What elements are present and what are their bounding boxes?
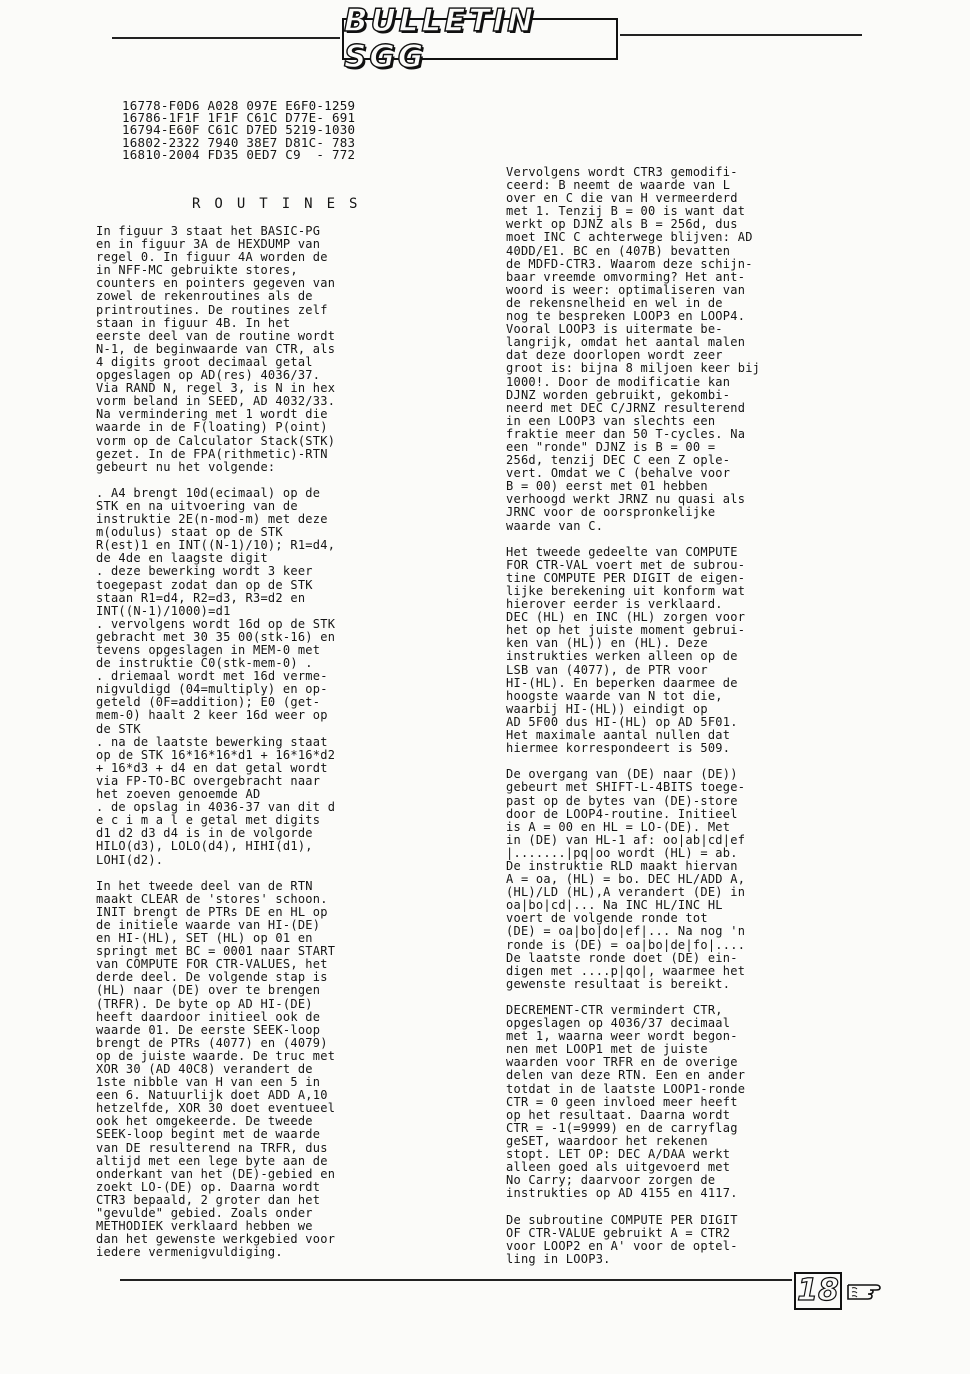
text-line: staan R1=d4, R2=d3, R3=d2 en [96, 590, 306, 605]
text-line: eerste deel van de routine wordt [96, 328, 336, 343]
text-line: en in figuur 3A de HEXDUMP van [96, 237, 321, 252]
text-line: Het maximale aantal nullen dat [506, 728, 731, 743]
text-line: De overgang van (DE) naar (DE)) [506, 767, 738, 782]
text-line: door de LOOP4-routine. Initieel [506, 806, 738, 821]
text-line [96, 474, 335, 487]
text-line: |.......|pq|oo wordt (HL) = ab. [506, 845, 738, 860]
text-line: past op de bytes van (DE)-store [506, 793, 738, 808]
hex-dump-row: 16810-2004 FD35 0ED7 C9 - 772 [122, 146, 356, 162]
text-line: brengt de PTRs (4077) en (4079) [96, 1035, 328, 1050]
text-line: N-1, de beginwaarde van CTR, als [96, 341, 336, 356]
text-line: instruktie 2E(n-mod-m) met deze [96, 512, 328, 527]
text-line: en HI-(HL), SET (HL) op 01 en [96, 931, 313, 946]
text-line: dat deze doorlopen wordt zeer [506, 348, 723, 363]
text-line: . driemaal wordt met 16d verme- [96, 669, 328, 684]
text-line: werkt op DJNZ als B = 256d, dus [506, 217, 738, 232]
text-line: gebeurt nu het volgende: [96, 459, 276, 474]
text-line: de 4de en laagste digit [96, 551, 268, 566]
text-line: staan in figuur 4B. In het [96, 315, 291, 330]
text-line: waarde 01. De eerste SEEK-loop [96, 1022, 321, 1037]
text-line: gewenste resultaat is bereikt. [506, 976, 731, 991]
text-line: nog te bespreken LOOP3 en LOOP4. [506, 309, 746, 324]
text-line: De subroutine COMPUTE PER DIGIT [506, 1212, 738, 1227]
text-line: AD 5F00 dus HI-(HL) op AD 5F01. [506, 714, 738, 729]
text-line: alleen goed als uitgevoerd met [506, 1160, 731, 1175]
text-line: van COMPUTE FOR CTR-VALUES, het [96, 957, 328, 972]
text-line: opgeslagen op 4036/37 decimaal [506, 1016, 731, 1031]
text-line: DECREMENT-CTR vermindert CTR, [506, 1003, 723, 1017]
text-line: 1ste nibble van H van een 5 in [96, 1075, 321, 1090]
text-line: lijke berekening uit konform wat [506, 584, 746, 598]
text-line: het zoeven genoemde AD [96, 787, 261, 802]
text-line: hoogste waarde van N tot die, [506, 688, 723, 703]
text-line: No Carry; daarvoor zorgen de [506, 1173, 716, 1188]
text-line: CTR = 0 geen invloed meer heeft [506, 1094, 738, 1109]
text-line: met 1. Tenzij B = 00 is want dat [506, 204, 746, 219]
text-line: stopt. LET OP: DEC A/DAA werkt [506, 1147, 731, 1162]
text-line [506, 533, 760, 546]
text-line: (HL)/LD (HL),A verandert (DE) in [506, 885, 746, 900]
text-line: printroutines. De routines zelf [96, 302, 328, 317]
text-line: geteld (0F=addition); E0 (get- [96, 695, 321, 710]
text-line: Vervolgens wordt CTR3 gemodifi- [506, 165, 738, 179]
text-line: De instruktie RLD maakt hiervan [506, 858, 738, 873]
text-line: dan het gewenste werkgebied voor [96, 1232, 336, 1247]
text-line: oa|bo|cd|... Na INC HL/INC HL [506, 898, 723, 913]
text-line: . deze bewerking wordt 3 keer [96, 564, 313, 579]
text-line: waarde van C. [506, 518, 604, 533]
hex-dump-row: 16778-F0D6 A028 097E E6F0-1259 [122, 98, 356, 113]
text-line: JRNC voor de oorspronkelijke [506, 505, 716, 520]
text-line: mem-0) haalt 2 keer 16d weer op [96, 708, 328, 723]
text-line: OF CTR-VALUE gebruikt A = CTR2 [506, 1225, 731, 1240]
text-line: onderkant van het (DE)-gebied en [96, 1166, 336, 1181]
text-line: LOHI(d2). [96, 852, 164, 867]
text-line: (HL) naar (DE) over te brengen [96, 983, 321, 998]
bulletin-title: BULLETIN SGG [342, 18, 618, 60]
text-line: totdat in de laatste LOOP1-ronde [506, 1081, 746, 1096]
text-line: LSB van (4077), de PTR voor [506, 662, 708, 677]
text-line: waarde in de F(loating) P(oint) [96, 420, 328, 435]
text-line: hierover eerder is verklaard. [506, 597, 723, 612]
hex-dump-row: 16794-E60F C61C D7ED 5219-1030 [122, 122, 356, 138]
text-line: vert. Omdat we C (behalve voor [506, 466, 731, 481]
text-line: HILO(d3), LOLO(d4), HIHI(d1), [96, 839, 313, 854]
text-line: regel 0. In figuur 4A worden de [96, 250, 328, 265]
text-line: ken van (HL)) en (HL). Deze [506, 636, 708, 651]
routines-heading: ROUTINES [192, 196, 372, 212]
text-line: . A4 brengt 10d(ecimaal) op de [96, 485, 321, 500]
text-line: 1000!. Door de modificatie kan [506, 374, 731, 389]
text-line: de initiele waarde van HI-(DE) [96, 917, 321, 932]
text-line: neerd met DEC C/JRNZ resulterend [506, 400, 746, 415]
text-line: De laatste ronde doet (DE) ein- [506, 950, 738, 965]
header-rule-right [620, 34, 862, 36]
text-line: de STK [96, 721, 141, 736]
text-line: baar vreemde omvorming? Het ant- [506, 269, 746, 284]
header-rule-left [112, 37, 340, 39]
text-line: in NFF-MC gebruikte stores, [96, 263, 298, 278]
text-line: ling in LOOP3. [506, 1251, 611, 1266]
text-line: 4 digits groot decimaal getal [96, 354, 313, 369]
text-line: groot is: bijna 8 miljoen keer bij [506, 361, 761, 376]
text-line: het op het juiste moment gebrui- [506, 623, 746, 638]
text-line: d1 d2 d3 d4 is in de volgorde [96, 826, 313, 841]
text-line: ceerd: B neemt de waarde van L [506, 178, 731, 193]
text-line: geSET, waardoor het rekenen [506, 1133, 708, 1148]
text-line: via FP-TO-BC overgebracht naar [96, 773, 321, 788]
text-line: DEC (HL) en INC (HL) zorgen voor [506, 610, 746, 625]
text-line: (DE) = oa|bo|do|ef|... Na nog 'n [506, 924, 746, 939]
text-line: gebeurt met SHIFT-L-4BITS toege- [506, 780, 746, 795]
text-line: waarbij HI-(HL)) eindigt op [506, 701, 708, 716]
text-line: vorm op de Calculator Stack(STK) [96, 433, 336, 448]
text-line: CTR3 bepaald, 2 groter dan het [96, 1192, 321, 1207]
text-line: hetzelfde, XOR 30 doet eventueel [96, 1101, 336, 1116]
text-line: de MDFD-CTR3. Waarom deze schijn- [506, 256, 753, 271]
text-line: FOR CTR-VAL voert met de subrou- [506, 557, 746, 572]
text-line: m(odulus) staat op de STK [96, 525, 283, 540]
text-line: "gevulde" gebied. Zoals onder [96, 1206, 313, 1221]
text-line: In het tweede deel van de RTN [96, 878, 313, 893]
text-line: XOR 30 (AD 40C8) verandert de [96, 1062, 313, 1076]
text-line: een "ronde" DJNZ is B = 00 = [506, 439, 716, 454]
text-line: altijd met een lege byte aan de [96, 1153, 328, 1168]
right-column-text [506, 166, 760, 1266]
text-line: op de juiste waarde. De truc met [96, 1048, 336, 1063]
text-line: heeft daardoor initieel ook de [96, 1009, 321, 1024]
text-line: derde deel. De volgende stap is [96, 970, 328, 985]
left-column-text [96, 225, 335, 1259]
text-line: . vervolgens wordt 16d op de STK [96, 616, 336, 631]
text-line: instrukties werken alleen op de [506, 649, 738, 664]
text-line: langrijk, omdat het aantal malen [506, 335, 746, 350]
text-line: Na vermindering met 1 wordt die [96, 407, 328, 422]
text-line: fraktie meer dan 50 T-cycles. Na [506, 426, 746, 441]
text-line: 40DD/E1. BC en (407B) bevatten [506, 243, 731, 258]
text-line: hiermee korrespondeert is 509. [506, 741, 731, 756]
text-line: in een LOOP3 van slechts een [506, 413, 716, 428]
text-line: nigvuldigd (04=multiply) en op- [96, 682, 328, 697]
text-line: woord is weer: optimaliseren van [506, 282, 746, 297]
text-line: voor LOOP2 en A' voor de optel- [506, 1238, 738, 1253]
text-line: voert de volgende ronde tot [506, 911, 708, 926]
text-line: SEEK-loop begint met de waarde [96, 1127, 321, 1142]
text-line: tine COMPUTE PER DIGIT de eigen- [506, 570, 746, 585]
text-line: vorm beland in SEED, AD 4032/33. [96, 394, 336, 409]
text-line: e c i m a l e getal met digits [96, 813, 321, 828]
text-line: een 6. Natuurlijk doet ADD A,10 [96, 1088, 328, 1103]
text-line [506, 1200, 760, 1213]
text-line: gezet. In de FPA(rithmetic)-RTN [96, 446, 328, 461]
text-line: INT((N-1)/1000)=d1 [96, 603, 231, 618]
text-line: verhoogd werkt JRNZ nu quasi als [506, 492, 746, 507]
text-line: in (DE) van HL-1 af: oo|ab|cd|ef [506, 832, 746, 847]
text-line: In figuur 3 staat het BASIC-PG [96, 224, 321, 238]
text-line: zoekt LO-(DE) op. Daarna wordt [96, 1179, 321, 1194]
text-line: iedere vermenigvuldiging. [96, 1245, 283, 1260]
text-line: A = oa, (HL) = bo. DEC HL/ADD A, [506, 872, 746, 887]
text-line: . de opslag in 4036-37 van dit d [96, 800, 336, 815]
text-line: Het tweede gedeelte van COMPUTE [506, 544, 738, 559]
text-line: INIT brengt de PTRs DE en HL op [96, 904, 328, 919]
hex-dump-table [122, 100, 355, 161]
text-line: de instruktie C0(stk-mem-0) . [96, 656, 313, 671]
text-line: ook het omgekeerde. De tweede [96, 1114, 313, 1129]
text-line: STK en na uitvoering van de [96, 498, 298, 513]
text-line: tevens opgeslagen in MEM-0 met [96, 643, 321, 657]
text-line: delen van deze RTN. Een en ander [506, 1068, 746, 1083]
text-line [96, 867, 335, 880]
text-line: . na de laatste bewerking staat [96, 734, 328, 749]
text-line: op het resultaat. Daarna wordt [506, 1107, 731, 1122]
text-line: gebracht met 30 35 00(stk-16) en [96, 629, 336, 644]
text-line: instrukties op AD 4155 en 4117. [506, 1186, 738, 1201]
text-line: de rekensnelheid en wel in de [506, 295, 723, 310]
text-line: met 1, waarna weer wordt begon- [506, 1029, 738, 1044]
text-line: + 16*d3 + d4 en dat getal wordt [96, 760, 328, 775]
text-line: ronde is (DE) = oa|bo|de|fo|.... [506, 937, 746, 952]
text-line: op de STK 16*16*16*d1 + 16*16*d2 [96, 747, 336, 762]
text-line: toegepast zodat dan op de STK [96, 577, 313, 592]
page-number: 18 [794, 1272, 842, 1310]
text-line: Vooral LOOP3 is uitermate be- [506, 322, 723, 337]
text-line: R(est)1 en INT((N-1)/10); R1=d4, [96, 538, 336, 553]
text-line: (TRFR). De byte op AD HI-(DE) [96, 996, 313, 1011]
text-line: van DE resulterend na TRFR, dus [96, 1140, 328, 1155]
text-line: Via RAND N, regel 3, is N in hex [96, 381, 336, 396]
text-line: springt met BC = 0001 naar START [96, 944, 336, 959]
text-line: maakt CLEAR de 'stores' schoon. [96, 891, 328, 906]
text-line: is A = 00 en HL = LO-(DE). Met [506, 819, 731, 834]
text-line: CTR = -1(=9999) en de carryflag [506, 1120, 738, 1135]
text-line: zowel de rekenroutines als de [96, 289, 313, 304]
hex-dump-row: 16786-1F1F 1F1F C61C D77E- 691 [122, 110, 356, 126]
text-line: counters en pointers gegeven van [96, 276, 336, 291]
text-line: HI-(HL). En beperken daarmee de [506, 675, 738, 690]
text-line: waarden voor TRFR en de overige [506, 1055, 738, 1070]
text-line: nen met LOOP1 met de juiste [506, 1042, 708, 1057]
text-line: DJNZ worden gebruikt, gekombi- [506, 387, 731, 402]
text-line: digen met ....p|qo|, waarmee het [506, 963, 746, 978]
text-line: 256d, tenzij DEC C een Z ople- [506, 453, 731, 468]
footer-rule [120, 1279, 792, 1281]
text-line: over en C die van H vermeerderd [506, 191, 738, 206]
hex-dump-row: 16802-2322 7940 38E7 D81C- 783 [122, 134, 356, 150]
text-line: moet INC C achterwege blijven: AD [506, 230, 753, 245]
text-line: METHODIEK verklaard hebben we [96, 1219, 313, 1234]
text-line: B = 00) eerst met 01 hebben [506, 479, 708, 494]
text-line: opgeslagen op AD(res) 4036/37. [96, 368, 321, 383]
pointing-hand-icon [846, 1278, 892, 1304]
